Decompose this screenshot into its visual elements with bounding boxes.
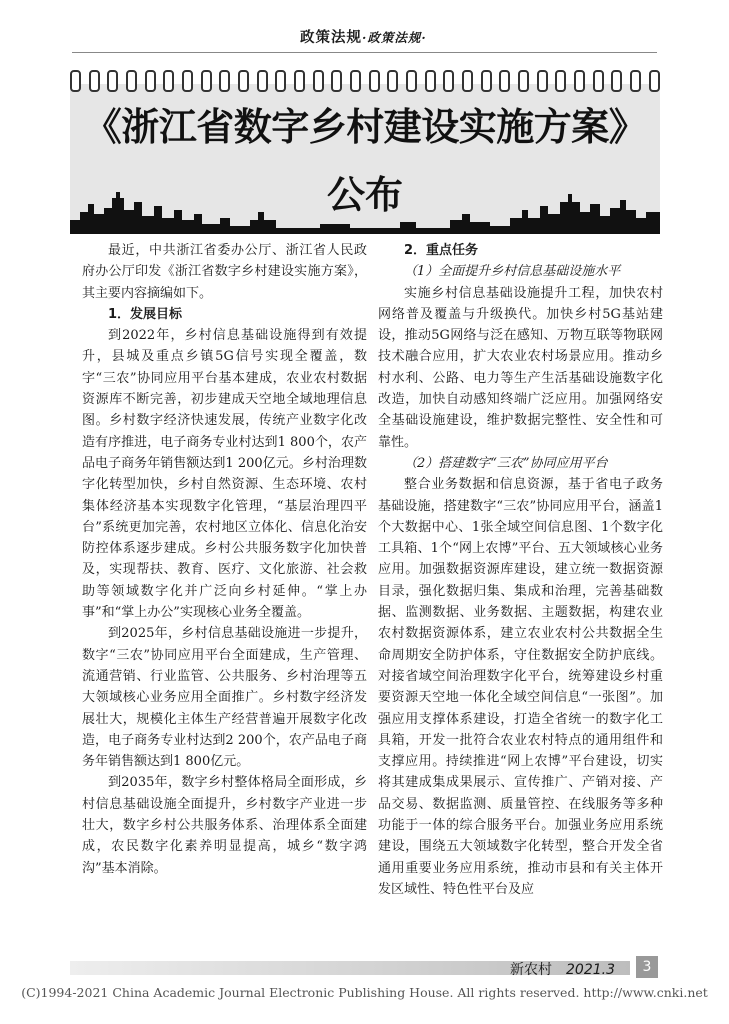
subheading-infrastructure: （1）全面提升乡村信息基础设施水平 (404, 264, 621, 280)
intro-paragraph: 最近，中共浙江省委办公厅、浙江省人民政府办公厅印发《浙江省数字乡村建设实施方案》，其主要内容摘编如下。 (82, 243, 367, 301)
spiral-binding (70, 70, 660, 92)
page-number: 3 (636, 956, 658, 978)
left-column (82, 240, 367, 879)
infrastructure-paragraph: 实施乡村信息基础设施提升工程，加快农村网络普及覆盖与升级换代。加快乡村5G基站建设，推动5G网络与泛在感知、万物互联等物联网技术融合应用，扩大农业农村场景应用。推动乡村水利、公路、电力等生产生活基础设施数字化改造，加快自动感知终端广泛应用。加强网络安全基础设施建设，维护数据完整性、安全性和可靠性。 (378, 285, 663, 450)
magazine-name: 新农村 (510, 962, 552, 978)
header-rule (72, 52, 657, 53)
city-skyline-graphic (70, 184, 660, 234)
heading-key-tasks: 2．重点任务 (404, 243, 479, 258)
goal-2035-paragraph: 到2035年，数字乡村整体格局全面形成，乡村信息基础设施全面提升，乡村数字产业进一步壮大，数字乡村公共服务体系、治理体系全面建成，农民数字化素养明显提高，城乡“数字鸿沟”基本消除。 (82, 775, 367, 876)
goal-2022-paragraph: 到2022年，乡村信息基础设施得到有效提升，县城及重点乡镇5G信号实现全覆盖，数字“三农”协同应用平台基本建成，农业农村数据资源库不断完善，初步建成天空地全域地理信息图。乡村数字经济快速发展，传统产业数字化改造有序推进，电子商务专业村达到1 800个，农产品电子商务年销售额达到1 200亿元。乡村治理数字化转型加快，乡村自然资源、生态环境、农村集体经济基本实现数字化管理，“基层治理四平台”系统更加完善，农村地区立体化、信息化治安防控体系逐步建成。乡村公共服务数字化加快普及，实现帮扶、教育、医疗、文化旅游、社会救助等领域数字化并广泛向乡村延伸。“掌上办事”和“掌上办公”实现核心业务全覆盖。 (82, 328, 367, 621)
right-column (378, 240, 663, 900)
copyright-notice: (C)1994-2021 China Academic Journal Electronic Publishing House. All rights reserved. http://www.cnki.net (21, 985, 708, 1000)
subheading-platform: （2）搭建数字“三农”协同应用平台 (404, 455, 608, 471)
heading-development-goals: 1．发展目标 (108, 306, 183, 322)
goal-2025-paragraph: 到2025年，乡村信息基础设施进一步提升，数字“三农”协同应用平台全面建成，生产管理、流通营销、行业监管、公共服务、乡村治理等五大领域核心业务应用全面推广。乡村数字经济发展壮大，规模化主体生产经营普遍开展数字化改造，电子商务专业村达到2 200个，农产品电子商务年销售额达到1 800亿元。 (82, 626, 367, 770)
article-title-line2: 公布 (326, 173, 403, 217)
article-title-line1: 《浙江省数字乡村建设实施方案》 (83, 105, 647, 149)
section-title: 政策法规 (300, 30, 362, 46)
section-subtitle: ·政策法规· (362, 30, 427, 45)
footer-magazine (510, 959, 615, 979)
platform-paragraph: 整合业务数据和信息资源，基于省电子政务基础设施，搭建数字“三农”协同应用平台，涵盖1个大数据中心、1张全域空间信息图、1个数字化工具箱、1个“网上农博”平台、五大领域核心业务应用。加强数据资源库建设，建立统一数据资源目录，强化数据归集、集成和治理，完善基础数据、监测数据、业务数据、主题数据，构建农业农村数据资源体系，建立农业农村公共数据全生命周期安全防护体系，守住数据安全防护底线。对接省域空间治理数字化平台，统筹建设乡村重要资源天空地一体化全域空间信息“一张图”。加强应用支撑体系建设，打造全省统一的数字化工具箱，开发一批符合农业农村特点的通用组件和支撑应用。持续推进“网上农博”平台建设，切实将其建成集成果展示、宣传推广、产销对接、产品交易、数据监测、质量管控、在线服务等多种功能于一体的综合服务平台。加强业务应用系统建设，围绕五大领域数字化转型，整合开发全省通用重要业务应用系统，推动市县和有关主体开发区域性、特色性平台及应 (378, 477, 663, 897)
section-header (300, 26, 427, 47)
issue-number: 2021.3 (566, 962, 615, 978)
title-banner (70, 84, 660, 234)
